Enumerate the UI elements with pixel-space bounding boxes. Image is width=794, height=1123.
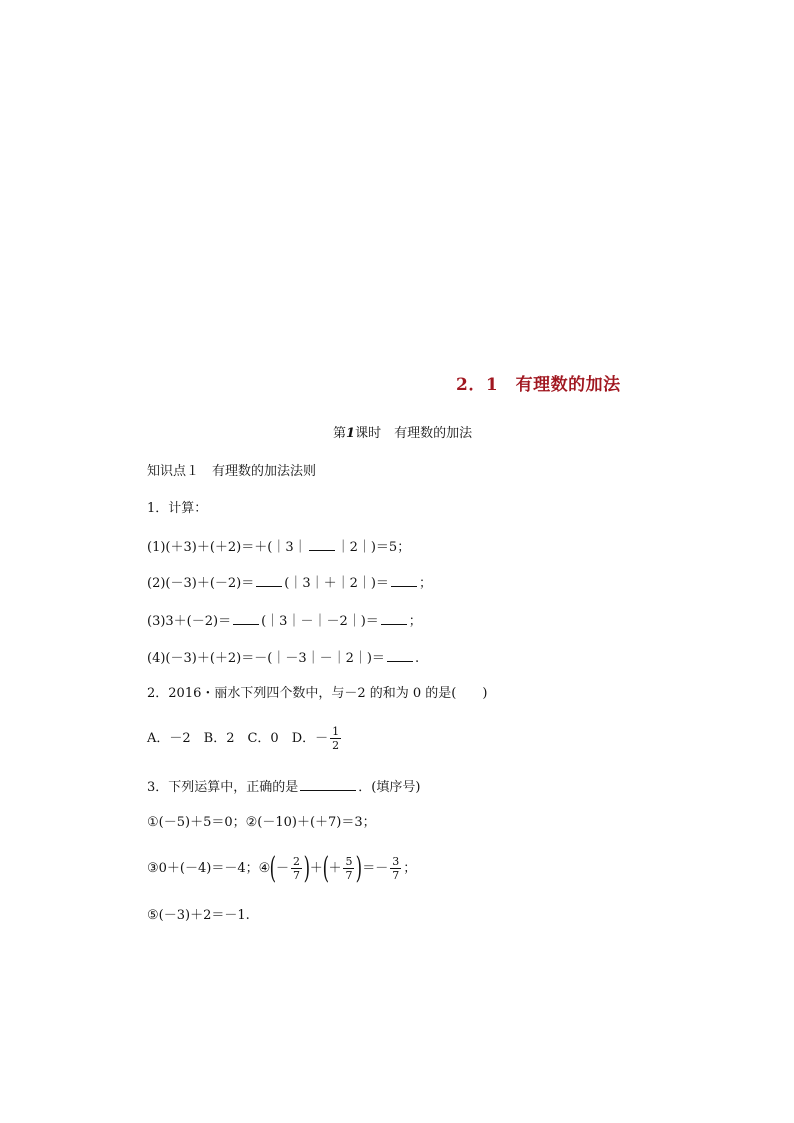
q3-stem (147, 777, 420, 797)
equals-minus: ＝－ (362, 861, 389, 876)
right-paren: ) (303, 850, 311, 886)
q1-part2-text-c: ； (418, 576, 432, 591)
fraction-numerator: 5 (345, 855, 353, 868)
q1-part2-text-b: (｜3｜＋｜2｜)＝ (284, 576, 389, 591)
answer-blank[interactable] (309, 537, 335, 551)
fraction (330, 725, 341, 752)
q1-part3-text-b: (｜3｜－｜－2｜)＝ (261, 614, 379, 629)
plus-sign: ＋ (309, 861, 323, 876)
q2-stem: 2．2016・丽水下列四个数中，与－2 的和为 0 的是( ) (147, 686, 488, 701)
q1-part1 (147, 537, 410, 557)
answer-blank[interactable] (391, 573, 417, 587)
fraction-denominator: 7 (392, 869, 400, 882)
minus-sign: － (275, 861, 289, 876)
plus-sign: ＋ (328, 861, 342, 876)
lesson-title (333, 425, 472, 443)
fraction-numerator: 3 (392, 855, 400, 868)
fraction-numerator: 1 (332, 725, 340, 738)
answer-blank[interactable] (256, 573, 282, 587)
fraction (291, 855, 302, 882)
right-paren: ) (356, 850, 363, 886)
q3-line1: ①(－5)＋5＝0；②(－10)＋(＋7)＝3； (147, 815, 376, 830)
q1-part2 (147, 573, 432, 593)
semicolon: ； (403, 861, 417, 876)
left-paren: ( (322, 850, 329, 886)
fraction-denominator: 7 (293, 869, 300, 882)
q1-part1-text-a: (1)(＋3)＋(＋2)＝＋(｜3｜ (147, 540, 307, 555)
q1-part3 (147, 611, 422, 631)
answer-blank[interactable] (387, 648, 413, 662)
q1-part3-text-c: ； (408, 614, 422, 629)
fraction-numerator: 2 (293, 855, 300, 868)
fraction-denominator: 2 (332, 739, 340, 752)
q2-options-text: A．－2 B．2 C．0 D．－ (147, 731, 329, 746)
answer-blank[interactable] (300, 777, 356, 791)
answer-blank[interactable] (381, 611, 407, 625)
q1-stem: 1．计算： (147, 501, 208, 516)
q3-stem-text-a: 3．下列运算中，正确的是 (147, 780, 299, 795)
section-title: 2．1 有理数的加法 (456, 375, 621, 395)
q1-part1-text-b: ｜2｜)＝5； (336, 540, 411, 555)
q1-part4-text-a: (4)(－3)＋(＋2)＝－(｜－3｜－｜2｜)＝ (147, 651, 385, 666)
q3-line3: ⑤(－3)＋2＝－1. (147, 908, 250, 923)
fraction (390, 855, 401, 882)
q1-part3-text-a: (3)3＋(－2)＝ (147, 614, 232, 629)
answer-blank[interactable] (233, 611, 259, 625)
q3-stem-text-b: ．(填序号) (358, 780, 421, 795)
q3-line2 (147, 852, 416, 886)
q1-part2-text-a: (2)(－3)＋(－2)＝ (147, 576, 255, 591)
q2-options (147, 725, 343, 753)
lesson-prefix: 第 (333, 426, 347, 441)
q3-line2-text: ③0＋(－4)＝－4；④ (147, 861, 271, 876)
knowledge-point-heading: 知识点１ 有理数的加法法则 (147, 464, 317, 479)
lesson-number: 1 (346, 426, 356, 441)
fraction (343, 855, 354, 882)
left-paren: ( (269, 850, 277, 886)
q1-part4 (147, 648, 419, 668)
fraction-denominator: 7 (345, 869, 353, 882)
q1-part4-text-b: . (414, 651, 420, 666)
lesson-suffix: 课时 有理数的加法 (355, 426, 473, 441)
